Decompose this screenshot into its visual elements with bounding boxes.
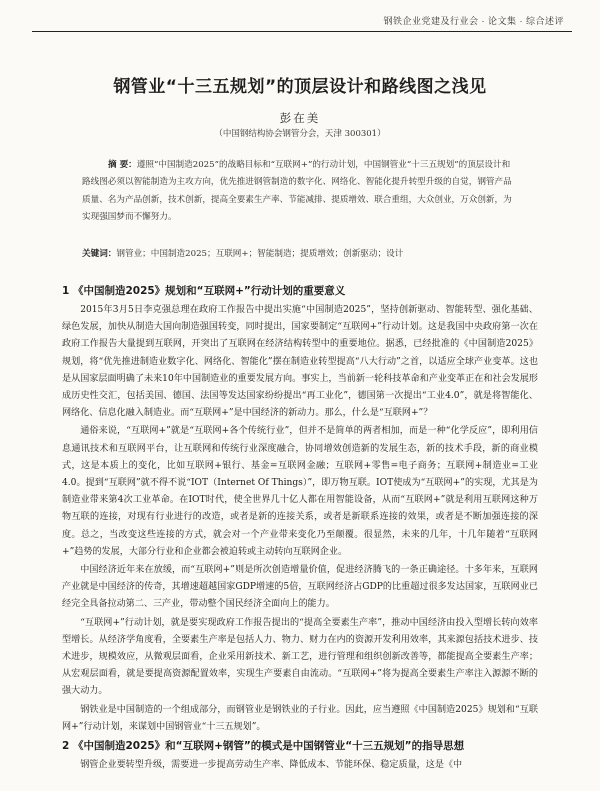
paragraph: 钢铁业是中国制造的一个组成部分，而钢管业是钢铁业的子行业。因此，应当遵照《中国制造2025》规划和“互联网+”行动计划，来谋划中国钢管业“十三五规划”。: [62, 704, 538, 732]
abstract-text: 遵照“中国制造2025”的战略目标和“互联网+”的行动计划，中国钢管业“十三五规划”的顶层设计和路线图必须以智能制造为主攻方向，优先推进钢管制造的数字化、网络化、智能化提升转型升级的自觉，钢管产品质量、名为产品创新，技术创新，提高全要素生产率、节能减排、提质增效、联合重组，大众创业，万众创新，为实现强国梦而不懈努力。: [82, 160, 512, 223]
keywords-label: 关键词：: [82, 249, 117, 259]
abstract: [82, 157, 518, 227]
author-name: 彭在美: [279, 111, 321, 125]
paragraph: 通俗来说，“互联网+”就是“互联网+各个传统行业”，但并不是简单的两者相加，而是一种“化学反应”，即利用信息通讯技术和互联网平台，让互联网和传统行业深度融合，协同增效创造新的发展生态，新的技术手段，新的商业模式，这是本质上的变化，比如互联网+银行、基金=互联网金融；互联网+零售=电子商务；互联网+制造业=工业4.0。提到“互联网”就不得不说“IOT（Internet Of Things）”，即万物互联。IOT使成为“互联网+”的实现，尤其是为制造业带来第4次工业革命。在IOT时代，使全世界几十亿人都在用智能设备，从而“互联网+”就是利用互联网这种万物互联的连接，对现有行业进行的改造，或者是新的连接关系，或者是新联系连接的效果，或者是不断加强连接的深度。总之，当改变这些连接的方式，就会对一个产业带来变化乃至颠覆。很显然，未来的几年，十几年随着“互联网+”趋势的发展，大部分行业和企业都会被迫转或主动转向互联网企业。: [62, 426, 538, 557]
header-rule: [32, 31, 572, 32]
section-1-heading: 1 《中国制造2025》规划和“互联网+”行动计划的重要意义: [62, 285, 346, 297]
paragraph: 2015年3月5日李克强总理在政府工作报告中提出实施“中国制造2025”，坚持创新驱动、智能转型、强化基础、绿色发展，加快从制造大国向制造强国转变，同时提出，国家要制定“互联网+”行动计划。这是我国中央政府第一次在政府工作报告大量提到互联网，开突出了互联网在经济结构转型中的重要地位。据悉，已经批准的《中国制造2025》规划，将“优先推进制造业数字化、网络化、智能化”摆在制造业转型提高“八大行动”之首，以适应全球产业变革。这也是从国家层面明确了未来10年中国制造业的重要发展方向。事实上，当前新一轮科技革命和产业变革正在和社会发展形成历史性交汇，包括美国、德国、法国等发达国家纷纷提出“再工业化”，德国第一次提出“工业4.0”，就是将智能化、网络化、信息化融入制造业。而“互联网+”是中国经济的新动力。那么，什么是“互联网+”？: [62, 305, 538, 419]
paragraph: 钢管企业要转型升级，需要进一步提高劳动生产率、降低成本、节能环保、稳定质量，这是《中: [80, 760, 463, 770]
author-affiliation: （中国钢结构协会钢管分会，天津 300301）: [214, 129, 386, 139]
section-2-heading: 2 《中国制造2025》和“互联网+钢管”的模式是中国钢管业“十三五规划”的指导思想: [62, 740, 465, 752]
paper-title: 钢管业“十三五规划”的顶层设计和路线图之浅见: [113, 77, 487, 97]
section-2-body: [62, 757, 538, 775]
section-1-body: [62, 302, 538, 737]
running-head: 钢铁企业党建及行业会 · 论文集 · 综合述评: [383, 16, 564, 26]
paragraph: “互联网+”行动计划，就是要实现政府工作报告提出的“提高全要素生产率”，推动中国经济由投入型增长转向效率型增长。从经济学角度看，全要素生产率是包括人力、物力、财力在内的资源开发利用效率，其来源包括技术进步、技术进步，规模效应，从微观层面看，企业采用新技术、新工艺，进行管理和组织创新改善等，都能提高全要素生产率；从宏观层面看，就是要提高资源配置效率，实现生产要素自由流动。“互联网+”将为提高全要素生产率注入源源不断的强大动力。: [62, 617, 538, 697]
paragraph: 中国经济近年来在放缓，而“互联网+”则是所次创造增量价值，促进经济腾飞的一条正确途径。十多年来，互联网产业就是中国经济的传奇，其增速超越国家GDP增速的5倍，互联网经济占GDP的比重超过很多发达国家，互联网业已经完全具备拉动第二、三产业，带动整个国民经济全面向上的能力。: [62, 565, 538, 610]
keywords: [82, 247, 518, 259]
keywords-text: 钢管业；中国制造2025；互联网+；智能制造；提质增效；创新驱动；设计: [116, 249, 404, 259]
abstract-label: 摘 要：: [108, 160, 137, 170]
